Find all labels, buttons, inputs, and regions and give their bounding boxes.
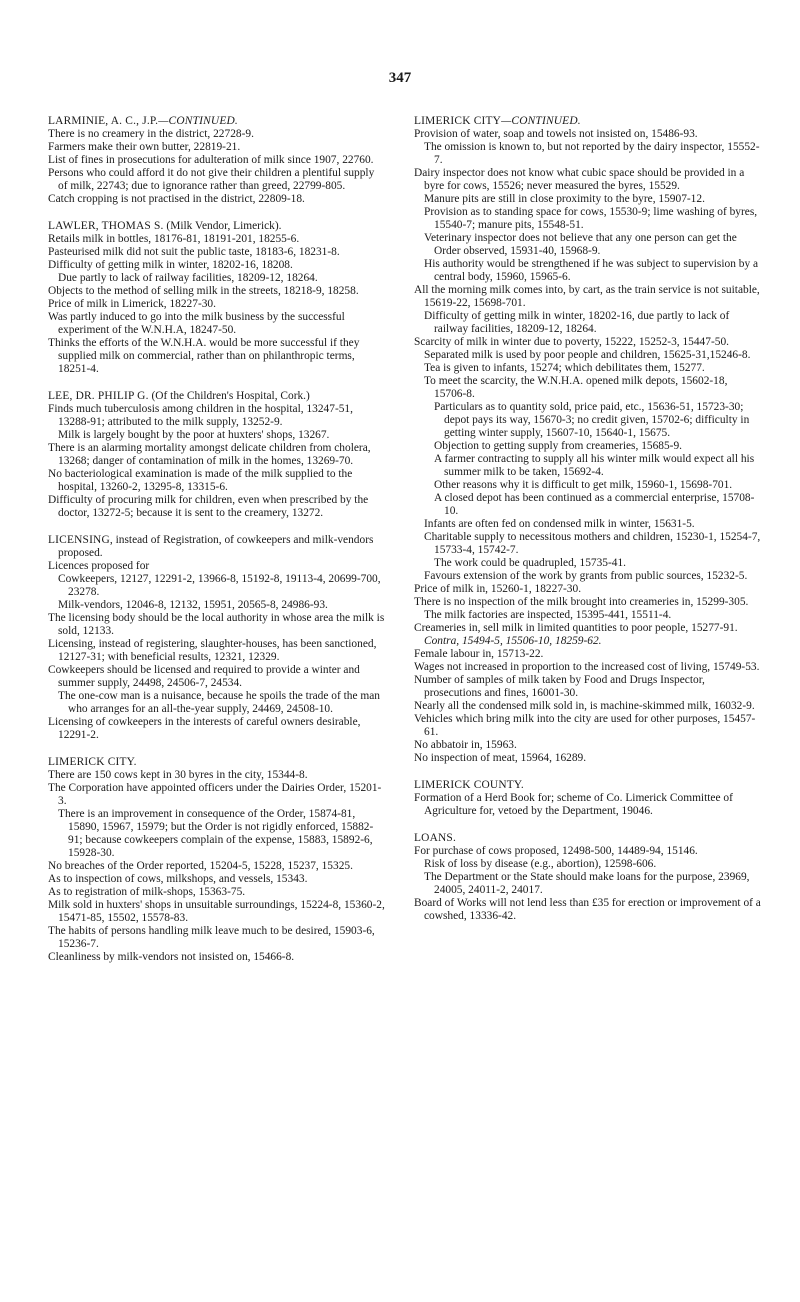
- entry-heading-note: , instead of Registration, of cowkeepers and milk-vendors proposed.: [58, 534, 374, 559]
- index-entry: [48, 756, 386, 964]
- entry-heading: [414, 832, 762, 845]
- left-column: [48, 115, 386, 978]
- index-line: Dairy inspector does not know what cubic space should be provided in a byre for cows, 15526; never measured the byres, 15529.: [414, 167, 745, 192]
- index-line: Board of Works will not lend less than £35 for erection or improvement of a cowshed, 13336-42.: [414, 897, 761, 922]
- index-line: No breaches of the Order reported, 15204-5, 15228, 15237, 15325.: [48, 860, 353, 872]
- index-line: Due partly to lack of railway facilities, 18209-12, 18264.: [58, 272, 318, 284]
- index-line: Difficulty of procuring milk for children, even when prescribed by the doctor, 13272-5; because it is sent to the creamery, 13272.: [48, 494, 369, 519]
- index-line: Licences proposed for: [48, 560, 150, 572]
- index-line: List of fines in prosecutions for adulteration of milk since 1907, 22760.: [48, 154, 374, 166]
- index-line: His authority would be strengthened if he was subject to supervision by a central body, 15960, 15965-6.: [424, 258, 759, 283]
- index-line: The milk factories are inspected, 15395-441, 15511-4.: [424, 609, 672, 621]
- entry-heading-name: LIMERICK CITY.: [48, 756, 137, 768]
- index-line: Manure pits are still in close proximity to the byre, 15907-12.: [424, 193, 705, 205]
- index-line: There is an alarming mortality amongst delicate children from cholera, 13268; danger of contamination of milk in the homes, 13269-70.: [48, 442, 371, 467]
- index-line: Female labour in, 15713-22.: [414, 648, 544, 660]
- index-line: Objection to getting supply from creameries, 15685-9.: [434, 440, 683, 452]
- index-line: Provision of water, soap and towels not insisted on, 15486-93.: [414, 128, 698, 140]
- entry-heading: [48, 390, 386, 403]
- entry-heading: [48, 756, 386, 769]
- index-line: The one-cow man is a nuisance, because he spoils the trade of the man who arranges for an all-the-year supply, 24469, 24508-10.: [58, 690, 380, 715]
- index-line: No abbatoir in, 15963.: [414, 739, 517, 751]
- index-line: Catch cropping is not practised in the district, 22809-18.: [48, 193, 305, 205]
- entry-heading-name: LIMERICK CITY: [414, 115, 502, 127]
- index-line: Pasteurised milk did not suit the public taste, 18183-6, 18231-8.: [48, 246, 340, 258]
- index-line: Creameries in, sell milk in limited quantities to poor people, 15277-91.: [414, 622, 738, 634]
- index-line: No inspection of meat, 15964, 16289.: [414, 752, 587, 764]
- index-line: There is an improvement in consequence of the Order, 15874-81, 15890, 15967, 15979; but the Order is not rigidly enforced, 15882-91; because cowkeepers complain of the expense, 15883, 15892-6, 15928-30.: [58, 808, 374, 859]
- index-line: Nearly all the condensed milk sold in, is machine-skimmed milk, 16032-9.: [414, 700, 755, 712]
- index-line: Favours extension of the work by grants from public sources, 15232-5.: [424, 570, 748, 582]
- right-column: [414, 115, 762, 937]
- index-line: The Department or the State should make loans for the purpose, 23969, 24005, 24011-2, 24017.: [424, 871, 750, 896]
- index-line: Risk of loss by disease (e.g., abortion), 12598-606.: [424, 858, 657, 870]
- index-line: Objects to the method of selling milk in the streets, 18218-9, 18258.: [48, 285, 359, 297]
- index-line: Tea is given to infants, 15274; which debilitates them, 15277.: [424, 362, 705, 374]
- index-line: Milk-vendors, 12046-8, 12132, 15951, 20565-8, 24986-93.: [58, 599, 328, 611]
- index-entry: [48, 390, 386, 520]
- index-line: All the morning milk comes into, by cart, as the train service is not suitable, 15619-22, 15698-701.: [414, 284, 760, 309]
- index-line: As to registration of milk-shops, 15363-75.: [48, 886, 246, 898]
- index-line: Was partly induced to go into the milk business by the successful experiment of the W.N.H.A, 18247-50.: [48, 311, 345, 336]
- index-line: Cowkeepers, 12127, 12291-2, 13966-8, 15192-8, 19113-4, 20699-700, 23278.: [58, 573, 381, 598]
- index-line: Vehicles which bring milk into the city are used for other purposes, 15457-61.: [414, 713, 756, 738]
- index-entry: [48, 115, 386, 206]
- index-line: There is no inspection of the milk brought into creameries in, 15299-305.: [414, 596, 749, 608]
- entry-heading-note: (Milk Vendor, Limerick).: [163, 220, 282, 232]
- entry-heading-name: LOANS.: [414, 832, 457, 844]
- index-line: Scarcity of milk in winter due to poverty, 15222, 15252-3, 15447-50.: [414, 336, 729, 348]
- index-line: Cleanliness by milk-vendors not insisted on, 15466-8.: [48, 951, 295, 963]
- index-line: Milk sold in huxters' shops in unsuitable surroundings, 15224-8, 15360-2, 15471-85, 15502, 15578-83.: [48, 899, 385, 924]
- index-line: As to inspection of cows, milkshops, and vessels, 15343.: [48, 873, 308, 885]
- index-entry: [414, 779, 762, 818]
- entry-heading-note: (Of the Children's Hospital, Cork.): [148, 390, 310, 402]
- index-entry: [48, 220, 386, 376]
- index-line: There is no creamery in the district, 22728-9.: [48, 128, 254, 140]
- page-number: 347: [388, 70, 412, 86]
- index-line: The licensing body should be the local authority in whose area the milk is sold, 12133.: [48, 612, 385, 637]
- index-line: The Corporation have appointed officers under the Dairies Order, 15201-3.: [48, 782, 382, 807]
- index-line: Particulars as to quantity sold, price paid, etc., 15636-51, 15723-30; depot pays its way, 15670-3; no credit given, 15702-6; difficulty in getting winter supply, 15607-10, 15640-1, 15675.: [434, 401, 750, 439]
- entry-heading-name: LICENSING: [48, 534, 110, 546]
- index-entry: [414, 832, 762, 923]
- entry-heading: [48, 220, 386, 233]
- index-line: A farmer contracting to supply all his winter milk would expect all his summer milk to be taken, 15692-4.: [434, 453, 755, 478]
- index-line: Veterinary inspector does not believe that any one person can get the Order observed, 15931-40, 15968-9.: [424, 232, 737, 257]
- index-line: To meet the scarcity, the W.N.H.A. opened milk depots, 15602-18, 15706-8.: [424, 375, 728, 400]
- index-line: A closed depot has been continued as a commercial enterprise, 15708-10.: [434, 492, 755, 517]
- index-line: There are 150 cows kept in 30 byres in the city, 15344-8.: [48, 769, 308, 781]
- index-line: Wages not increased in proportion to the increased cost of living, 15749-53.: [414, 661, 760, 673]
- index-line: Farmers make their own butter, 22819-21.: [48, 141, 241, 153]
- index-line: Cowkeepers should be licensed and required to provide a winter and summer supply, 24498, 24506-7, 24534.: [48, 664, 360, 689]
- index-entry: [48, 534, 386, 742]
- index-line: Number of samples of milk taken by Food and Drugs Inspector, prosecutions and fines, 16001-30.: [414, 674, 705, 699]
- entry-heading-name: LEE, DR. PHILIP G.: [48, 390, 149, 402]
- entry-heading-name: LIMERICK COUNTY.: [414, 779, 524, 791]
- entry-heading: [48, 534, 386, 560]
- index-line: Price of milk in, 15260-1, 18227-30.: [414, 583, 582, 595]
- index-line: Licensing, instead of registering, slaughter-houses, has been sanctioned, 12127-31; with beneficial results, 12321, 12329.: [48, 638, 377, 663]
- entry-heading: [48, 115, 386, 128]
- index-line: Charitable supply to necessitous mothers and children, 15230-1, 15254-7, 15733-4, 15742-7.: [424, 531, 761, 556]
- index-line: No bacteriological examination is made of the milk supplied to the hospital, 13260-2, 13295-8, 13315-6.: [48, 468, 353, 493]
- index-line: Price of milk in Limerick, 18227-30.: [48, 298, 216, 310]
- index-line: Licensing of cowkeepers in the interests of careful owners desirable, 12291-2.: [48, 716, 361, 741]
- index-line: Contra, 15494-5, 15506-10, 18259-62.: [424, 635, 602, 647]
- index-line: The habits of persons handling milk leave much to be desired, 15903-6, 15236-7.: [48, 925, 375, 950]
- entry-heading-name: LAWLER, THOMAS S.: [48, 220, 164, 232]
- index-line: Milk is largely bought by the poor at huxters' shops, 13267.: [58, 429, 330, 441]
- entry-heading-continued: —CONTINUED.: [158, 115, 238, 127]
- index-line: Difficulty of getting milk in winter, 18202-16, due partly to lack of railway facilities, 18209-12, 18264.: [424, 310, 730, 335]
- entry-heading-continued: —CONTINUED.: [501, 115, 581, 127]
- index-line: Other reasons why it is difficult to get milk, 15960-1, 15698-701.: [434, 479, 733, 491]
- index-line: The omission is known to, but not reported by the dairy inspector, 15552-7.: [424, 141, 760, 166]
- index-line: Difficulty of getting milk in winter, 18202-16, 18208.: [48, 259, 293, 271]
- index-line: Formation of a Herd Book for; scheme of Co. Limerick Committee of Agriculture for, vetoed by the Department, 19046.: [414, 792, 733, 817]
- index-line: Retails milk in bottles, 18176-81, 18191-201, 18255-6.: [48, 233, 300, 245]
- index-line: Persons who could afford it do not give their children a plentiful supply of milk, 22743; due to ignorance rather than greed, 22799-805.: [48, 167, 375, 192]
- entry-heading: [414, 779, 762, 792]
- entry-heading: [414, 115, 762, 128]
- entry-heading-name: LARMINIE, A. C., J.P.: [48, 115, 159, 127]
- index-line: Infants are often fed on condensed milk in winter, 15631-5.: [424, 518, 695, 530]
- index-line: For purchase of cows proposed, 12498-500, 14489-94, 15146.: [414, 845, 698, 857]
- index-entry: [414, 115, 762, 765]
- index-line: Finds much tuberculosis among children in the hospital, 13247-51, 13288-91; attributed to the milk supply, 13252-9.: [48, 403, 353, 428]
- index-line: Provision as to standing space for cows, 15530-9; lime washing of byres, 15540-7; manure pits, 15548-51.: [424, 206, 758, 231]
- index-line: Thinks the efforts of the W.N.H.A. would be more successful if they supplied milk on commercial, rather than on philanthropic terms, 18251-4.: [48, 337, 360, 375]
- index-line: The work could be quadrupled, 15735-41.: [434, 557, 627, 569]
- index-line: Separated milk is used by poor people and children, 15625-31,15246-8.: [424, 349, 751, 361]
